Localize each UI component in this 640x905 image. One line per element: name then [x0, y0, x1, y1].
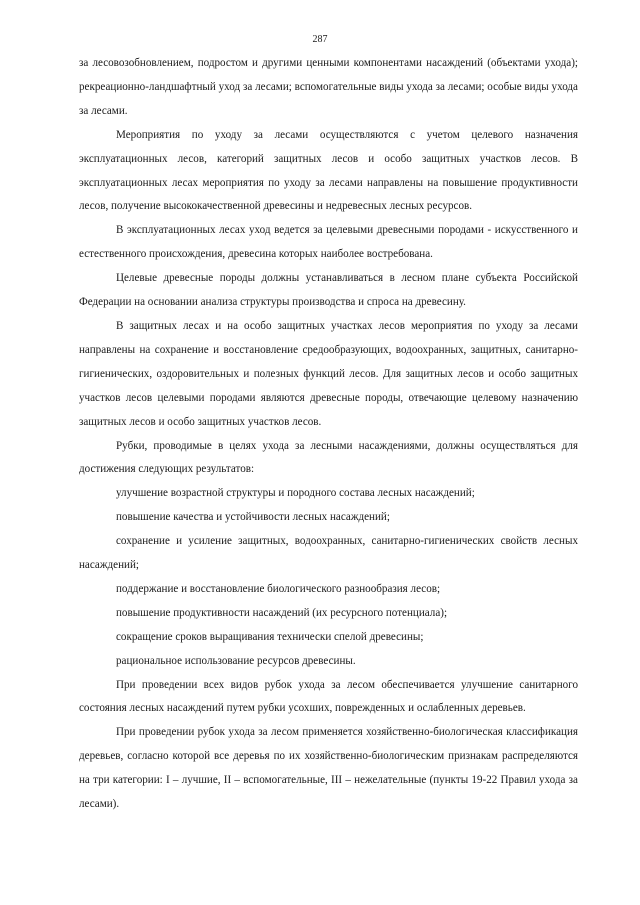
list-item: улучшение возрастной структуры и породного состава лесных насаждений; [116, 487, 475, 500]
paragraph: Мероприятия по уходу за лесами осуществляются с учетом целевого назначения эксплуатационных лесов, категорий защитных лесов и особо защитных участков лесов. В эксплуатационных лесах мероприятия по уходу за лесами направлены на повышение продуктивности лесов, получение высококачественной древесины и недревесных лесных ресурсов. [79, 128, 578, 213]
paragraph: Рубки, проводимые в целях ухода за лесными насаждениями, должны осуществляться для достижения следующих результатов: [79, 439, 578, 476]
list-item: рациональное использование ресурсов древесины. [116, 654, 356, 667]
paragraph: В защитных лесах и на особо защитных участках лесов мероприятия по уходу за лесами направлены на сохранение и восстановление средообразующих, водоохранных, защитных, санитарно-гигиенических, оздоровительных и полезных функций лесов. Для защитных лесов и особо защитных участков лесов целевыми породами являются древесные породы, отвечающие целевому назначению защитных лесов и особо защитных участков лесов. [79, 319, 578, 428]
paragraph: за лесовозобновлением, подростом и другими ценными компонентами насаждений (объектами ухода); рекреационно-ландшафтный уход за лесами; вспомогательные виды ухода за лесами; особые виды ухода за лесами. [79, 57, 578, 117]
list-item: сокращение сроков выращивания технически спелой древесины; [116, 630, 424, 643]
document-body [79, 52, 578, 817]
list-item: повышение продуктивности насаждений (их ресурсного потенциала); [116, 606, 448, 619]
paragraph: В эксплуатационных лесах уход ведется за целевыми древесными породами - искусственного и естественного происхождения, древесина которых наиболее востребована. [79, 224, 578, 261]
list-item: сохранение и усиление защитных, водоохранных, санитарно-гигиенических свойств лесных насаждений; [79, 535, 578, 572]
list-item: поддержание и восстановление биологического разнообразия лесов; [116, 582, 441, 595]
paragraph: Целевые древесные породы должны устанавливаться в лесном плане субъекта Российской Федерации на основании анализа структуры производства и спроса на древесину. [79, 272, 578, 309]
paragraph: При проведении всех видов рубок ухода за лесом обеспечивается улучшение санитарного состояния лесных насаждений путем рубки усохших, поврежденных и ослабленных деревьев. [79, 678, 578, 715]
list-item: повышение качества и устойчивости лесных насаждений; [116, 511, 390, 524]
paragraph: При проведении рубок ухода за лесом применяется хозяйственно-биологическая классификация деревьев, согласно которой все деревья по их хозяйственно-биологическим признакам распределяются на три категории: I – лучшие, II – вспомогательные, III – нежелательные (пункты 19-22 Правил ухода за лесами). [79, 726, 578, 811]
page-number: 287 [312, 34, 328, 45]
